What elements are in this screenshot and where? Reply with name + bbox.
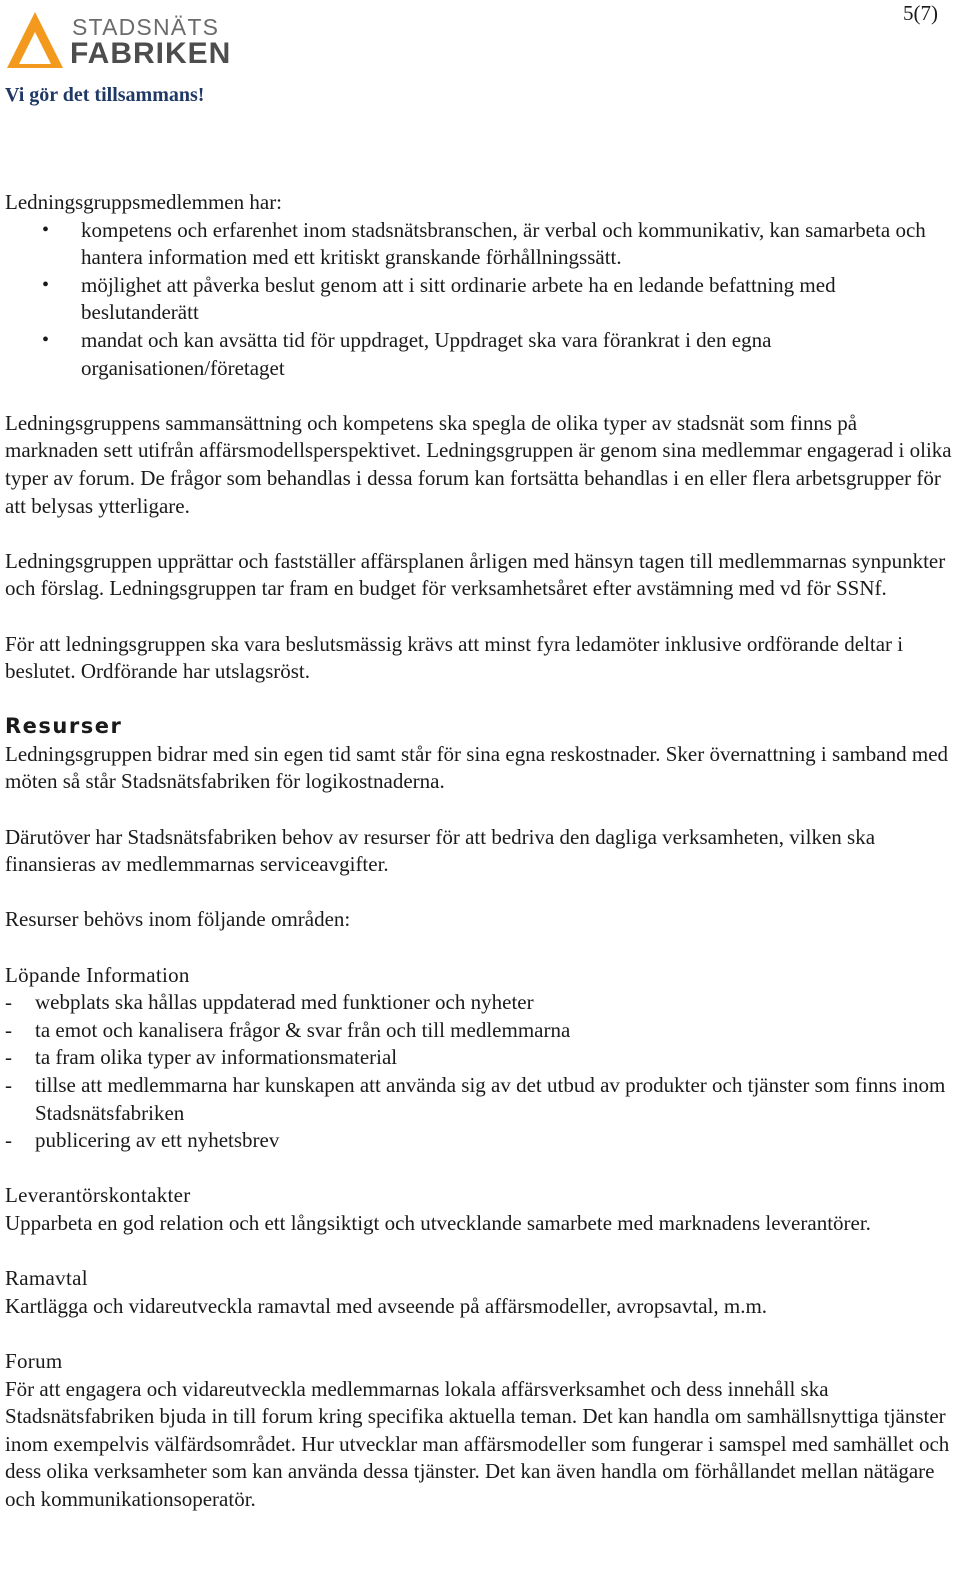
- section-heading-resurser: Resurser: [5, 714, 123, 739]
- tagline: Vi gör det tillsammans!: [5, 84, 205, 106]
- intro-lead: Ledningsgruppsmedlemmen har:: [5, 190, 283, 214]
- subheading-forum: Forum: [5, 1348, 63, 1373]
- dash-item: - ta emot och kanalisera frågor & svar från och till medlemmarna: [5, 1017, 955, 1045]
- dash-item: - ta fram olika typer av informationsmaterial: [5, 1044, 955, 1072]
- page-number: 5(7): [903, 1, 938, 25]
- paragraph-resurser-1: Ledningsgruppen bidrar med sin egen tid samt står för sina egna reskostnader. Sker övernattning i samband med möten så står Stadsnätsfabriken för logikostnaderna.: [5, 741, 949, 794]
- intro-bullet-list: [5, 217, 955, 383]
- paragraph-leverantorskontakter: Upparbeta en god relation och ett långsiktigt och utvecklande samarbete med marknadens leverantörer.: [5, 1210, 871, 1235]
- paragraph-forum: För att engagera och vidareutveckla medlemmarnas lokala affärsverksamhet och dess innehåll ska Stadsnätsfabriken bjuda in till forum kring specifika aktuella teman. Det kan handla om samhällsnyttiga tjänster inom exempelvis välfärdsområdet. Hur utvecklar man affärsmodeller som fungerar i samspel med samhället och dess olika verksamheter som kan använda dessa tjänster. Det kan även handla om förhållandet mellan nätägare och kommunikationsoperatör.: [5, 1376, 950, 1511]
- bullet-item: • kompetens och erfarenhet inom stadsnätsbranschen, är verbal och kommunikativ, kan samarbeta och hantera information med ett kritiskt granskande förhållningssätt.: [5, 217, 955, 272]
- paragraph-resurser-3: Resurser behövs inom följande områden:: [5, 907, 351, 932]
- paragraph-quorum: För att ledningsgruppen ska vara beslutsmässig krävs att minst fyra ledamöter inklusive ordförande deltar i beslutet. Ordförande har utslagsröst.: [5, 631, 904, 684]
- subheading-ramavtal: Ramavtal: [5, 1266, 88, 1291]
- bullet-item: • möjlighet att påverka beslut genom att i sitt ordinarie arbete ha en ledande befattning med beslutanderätt: [5, 272, 955, 327]
- dash-item: - webplats ska hållas uppdaterad med funktioner och nyheter: [5, 989, 955, 1017]
- paragraph-ramavtal: Kartlägga och vidareutveckla ramavtal med avseende på affärsmodeller, avropsavtal, m.m.: [5, 1293, 768, 1318]
- bullet-item: • mandat och kan avsätta tid för uppdraget, Uppdraget ska vara förankrat i den egna organisationen/företaget: [5, 327, 955, 382]
- subheading-lopande-information: Löpande Information: [5, 962, 190, 987]
- paragraph-composition: Ledningsgruppens sammansättning och kompetens ska spegla de olika typer av stadsnät som finns på marknaden sett utifrån affärsmodellsperspektivet. Ledningsgruppen är genom sina medlemmar engagerad i olika typer av forum. De frågor som behandlas i dessa forum kan fortsätta behandlas i en eller flera arbetsgrupper för att belysas ytterligare.: [5, 410, 952, 518]
- triangle-logo-icon: [6, 10, 68, 72]
- paragraph-business-plan: Ledningsgruppen upprättar och fastställer affärsplanen årligen med hänsyn tagen till medlemmarnas synpunkter och förslag. Ledningsgruppen tar fram en budget för verksamhetsåret efter avstämning med vd för SSNf.: [5, 548, 946, 601]
- logo-wordmark-bottom: FABRIKEN: [70, 37, 232, 70]
- stadsnatsfabriken-logo: [6, 10, 232, 72]
- logo-wordmark-top: STADSNÄTS: [72, 14, 220, 40]
- dash-item: - publicering av ett nyhetsbrev: [5, 1127, 955, 1155]
- document-body: [5, 189, 955, 1514]
- lopande-information-list: [5, 989, 955, 1155]
- subheading-leverantorskontakter: Leverantörskontakter: [5, 1183, 191, 1208]
- dash-item: - tillse att medlemmarna har kunskapen att använda sig av det utbud av produkter och tjänster som finns inom Stadsnätsfabriken: [5, 1072, 955, 1127]
- paragraph-resurser-2: Därutöver har Stadsnätsfabriken behov av resurser för att bedriva den dagliga verksamheten, vilken ska finansieras av medlemmarnas serviceavgifter.: [5, 824, 876, 877]
